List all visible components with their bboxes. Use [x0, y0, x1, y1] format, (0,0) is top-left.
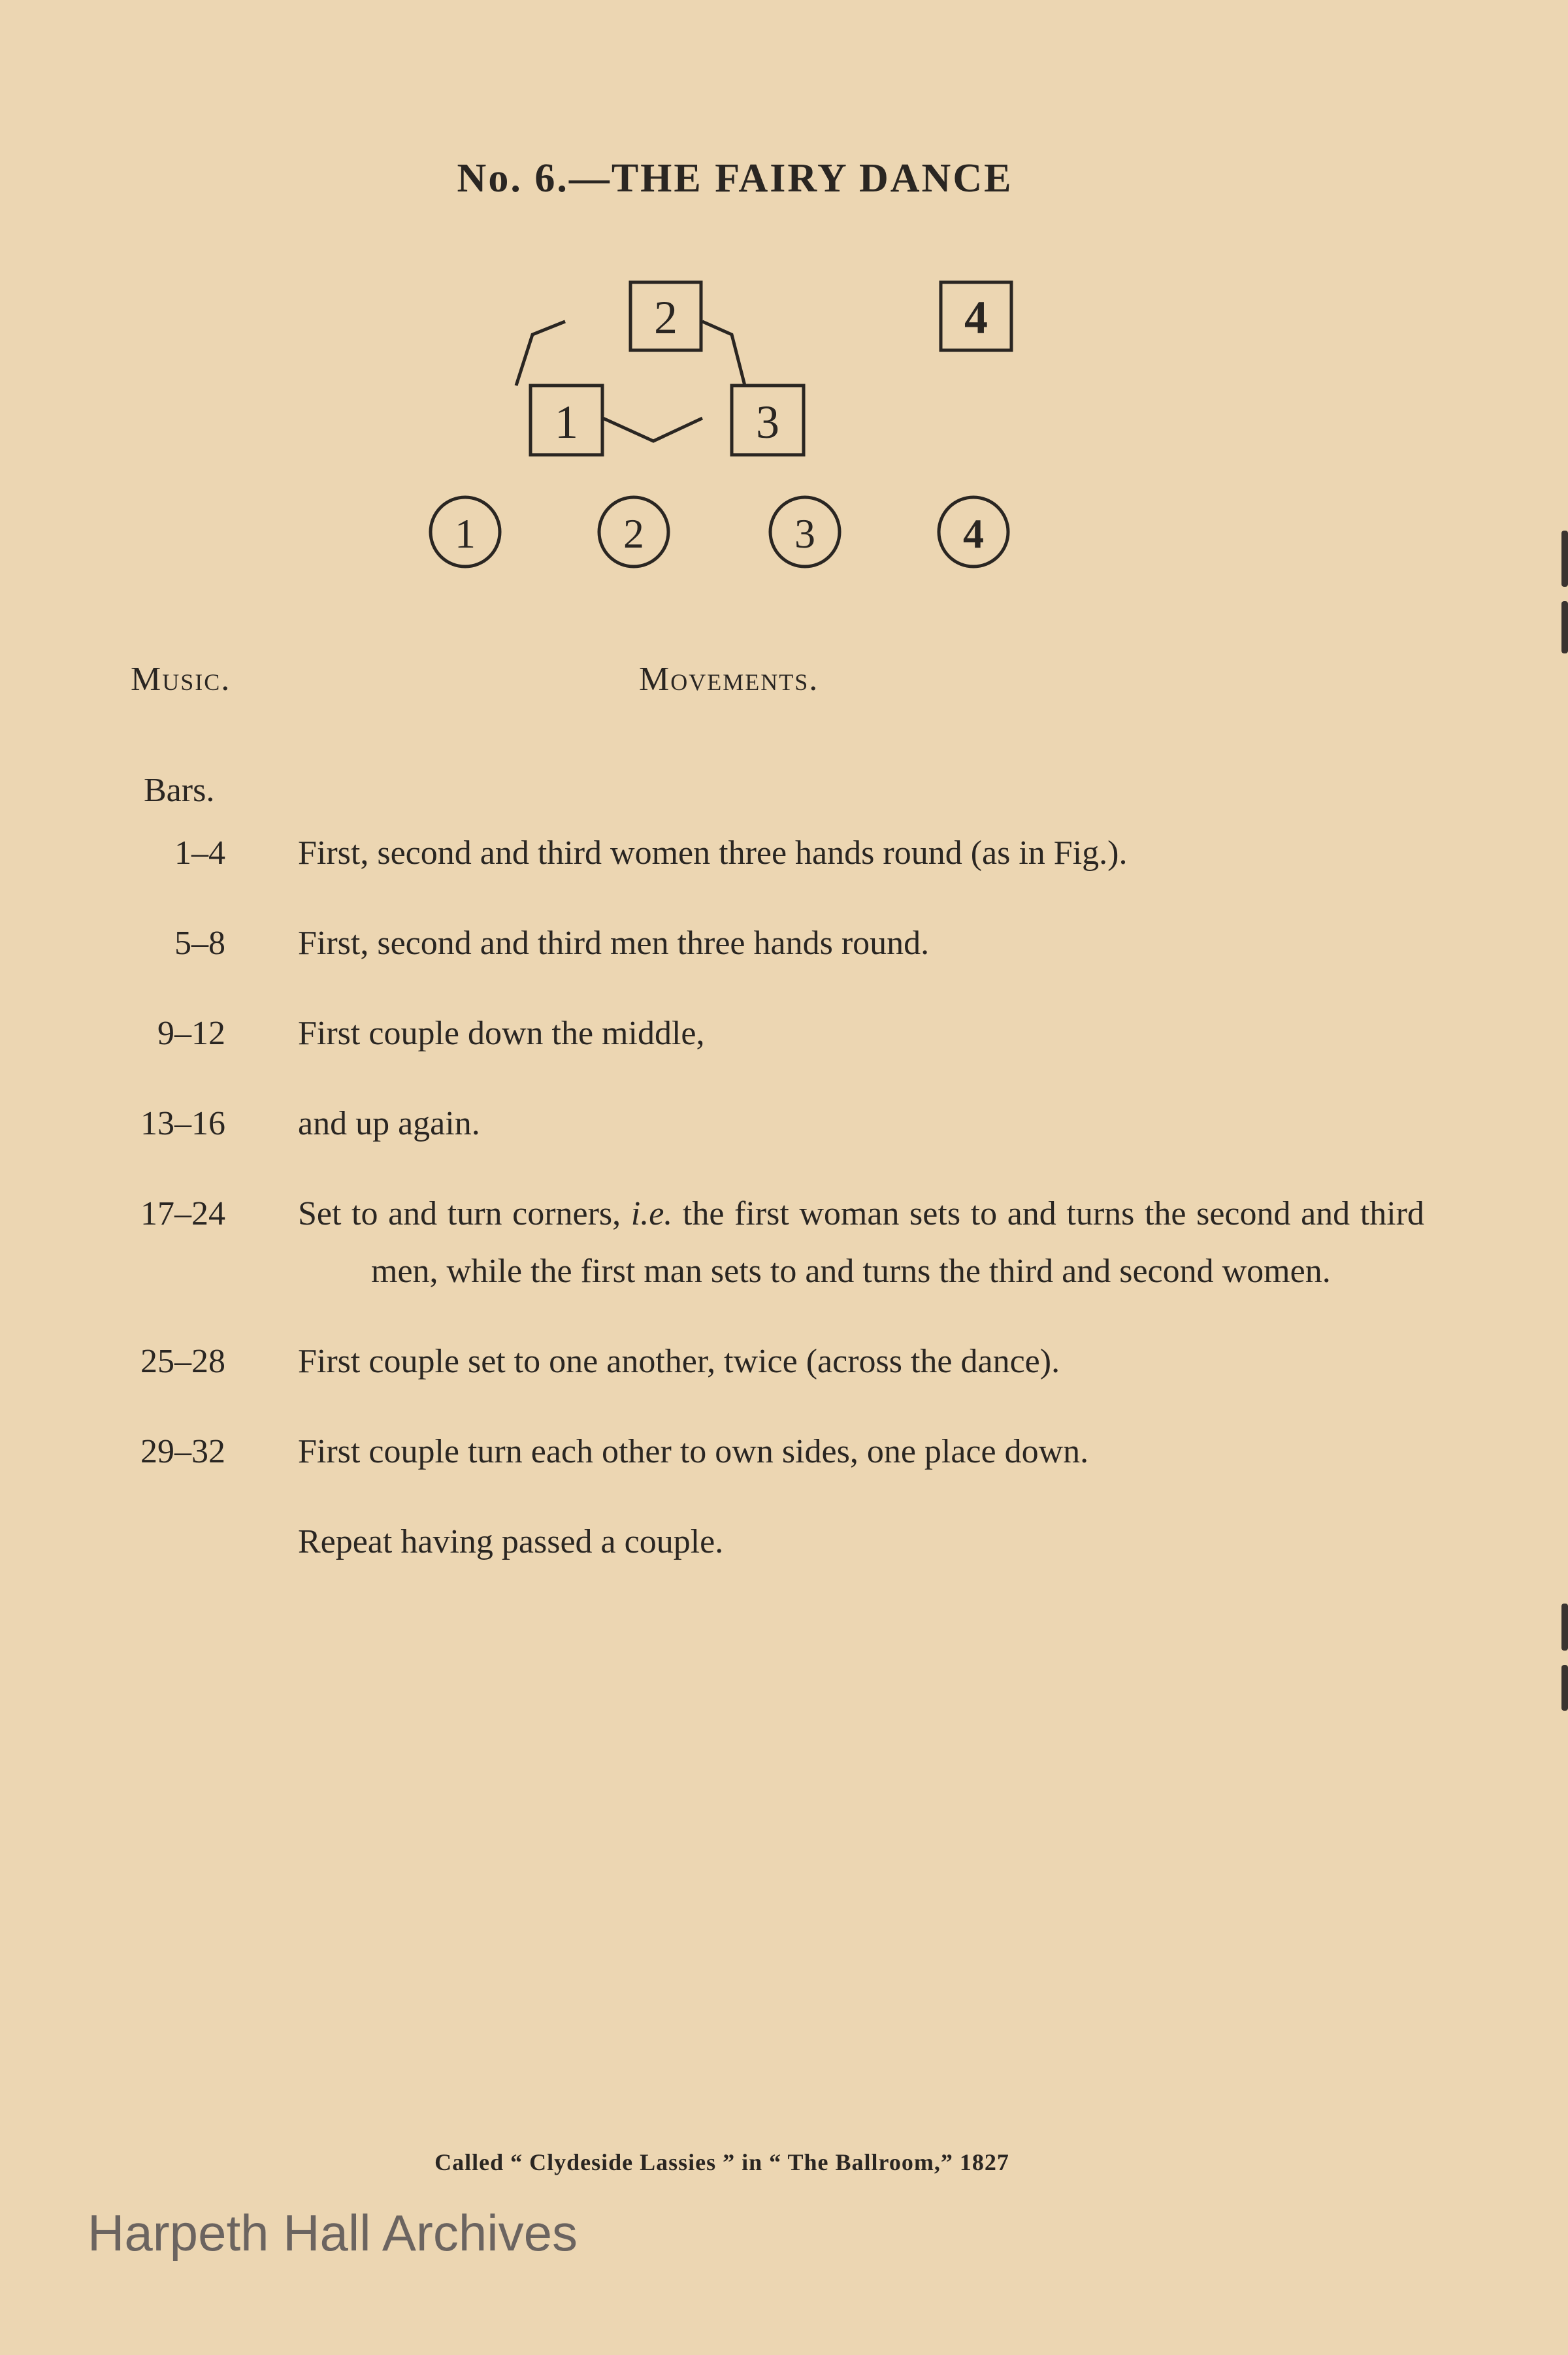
circle-2-label: 2 [623, 510, 644, 557]
bars-range: 9–12 [157, 1015, 225, 1052]
circle-4-label: 4 [963, 510, 984, 557]
binding-mark [1561, 601, 1568, 653]
movements-column-header: Movements. [639, 661, 819, 698]
movements-table [0, 825, 1568, 1604]
connector-line [702, 321, 745, 386]
bars-range: 13–16 [140, 1105, 225, 1142]
bars-range: 17–24 [140, 1195, 225, 1232]
circle-1-label: 1 [455, 510, 476, 557]
movement-text-part: Set to and turn corners, [298, 1195, 631, 1232]
bars-range: 29–32 [140, 1433, 225, 1470]
movement-text: First couple down the middle, [298, 1015, 705, 1052]
binding-mark [1561, 531, 1568, 587]
archive-watermark: Harpeth Hall Archives [88, 2204, 578, 2262]
bars-range: 25–28 [140, 1343, 225, 1380]
movement-text-italic: i.e. [630, 1195, 673, 1232]
movement-row [0, 915, 1568, 972]
movement-row [0, 825, 1568, 882]
square-1-label: 1 [555, 396, 578, 448]
page-title: No. 6.—THE FAIRY DANCE [457, 156, 1013, 201]
movement-text-part: the first woman sets to and turns the second and third men, while the first man sets to and turns the third and second women. [371, 1195, 1424, 1290]
movement-row [0, 1333, 1568, 1391]
music-column-header: Music. [131, 661, 231, 698]
movement-text: Repeat having passed a couple. [298, 1523, 724, 1560]
dance-figure-diagram [405, 261, 1058, 601]
binding-mark [1561, 1604, 1568, 1651]
movement-text [298, 1185, 1424, 1300]
movement-row [0, 1005, 1568, 1062]
movement-row [0, 1185, 1568, 1300]
movement-row [0, 1095, 1568, 1153]
movement-row [0, 1513, 1568, 1571]
square-4-label: 4 [964, 291, 988, 344]
bars-label: Bars. [144, 772, 215, 809]
movement-text: First, second and third men three hands round. [298, 925, 930, 962]
bars-range: 1–4 [174, 834, 225, 872]
footnote: Called “ Clydeside Lassies ” in “ The Ballroom,” 1827 [434, 2149, 1009, 2175]
movement-text: and up again. [298, 1105, 480, 1142]
movement-row [0, 1423, 1568, 1481]
movement-text: First, second and third women three hands round (as in Fig.). [298, 834, 1128, 872]
square-3-label: 3 [756, 396, 779, 448]
movement-text: First couple turn each other to own sides, one place down. [298, 1433, 1089, 1470]
movement-text: First couple set to one another, twice (across the dance). [298, 1343, 1060, 1380]
connector-line [603, 418, 702, 441]
square-2-label: 2 [654, 291, 678, 344]
connector-line [516, 321, 565, 386]
circle-3-label: 3 [794, 510, 815, 557]
binding-mark [1561, 1665, 1568, 1711]
bars-range: 5–8 [174, 925, 225, 962]
